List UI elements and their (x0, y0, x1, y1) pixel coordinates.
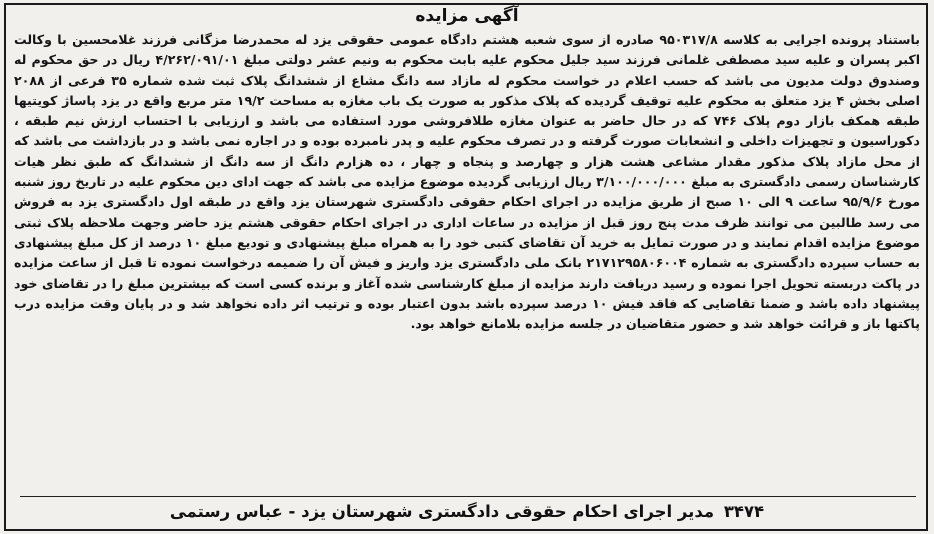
notice-title: آگهی مزایده (415, 6, 519, 26)
footer-divider (20, 496, 916, 497)
notice-footer (14, 502, 920, 521)
notice-body: باستناد پرونده اجرایی به کلاسه ۹۵۰۳۱۷/۸ صادره از سوی شعبه هشتم دادگاه عمومی حقوقی یزد له محمدرضا مزگانی فرزند غلامحسین با وکالت اکبر پسران و علیه سید مصطفی غلمانی فرزند سید جلیل محکوم علیه بابت محکوم به ونیم عشر دولتی مبلغ ۴/۲۶۲/۰۹۱/۰۱ ریال در حق محکوم له وصندوق دولت مدیون می باشد که حسب اعلام در خواست محکوم له مازاد سه دانگ مشاع از ششدانگ پلاک ثبت شده شماره ۳۵ فرعی از ۲۰۸۸ اصلی بخش ۴ یزد متعلق به محکوم علیه توقیف گردیده که پلاک مذکور به صورت یک باب مغازه به مساحت ۱۹/۲ متر مربع واقع در یزد پاساژ کویتیها طبقه همکف بازار دوم پلاک ۷۴۶ که در حال حاضر به عنوان مغازه طلافروشی مورد استفاده می باشد و ارزیابی با احتساب ارزش نیم طبقه ، دکوراسیون و تجهیزات داخلی و انشعابات صورت گرفته و در تصرف محکوم علیه و پدر نامبرده بوده و در اجاره نمی باشد و در بازداشت می باشد که از محل مازاد پلاک مذکور مقدار مشاعی هشت هزار و چهارصد و پنجاه و چهار ، ده هزارم دانگ از سه دانگ از ششدانگ که طبق نظر هیات کارشناسان رسمی دادگستری به مبلغ ۳/۱۰۰/۰۰۰/۰۰۰ ریال ارزیابی گردیده موضوع مزایده می باشد که جهت ادای دین محکوم علیه در تاریخ روز شنبه مورخ ۹۵/۹/۶ ساعت ۹ الی ۱۰ صبح از طریق مزایده در اجرای احکام حقوقی دادگستری شهرستان یزد واقع در طبقه اول دادگستری یزد به فروش می رسد طالبین می توانند ظرف مدت پنج روز قبل از مزایده در ساعات اداری در اجرای احکام حقوقی هشتم یزد حاضر وجهت ملاحظه پلاک ثبتی موضوع مزایده اقدام نمایند و در صورت تمایل به خرید آن تقاضای کتبی خود را به همراه مبلغ پیشنهادی و تودیع مبلغ ۱۰ درصد از کل مبلغ پیشنهادی به حساب سپرده دادگستری به شماره ۲۱۷۱۲۹۵۸۰۶۰۰۴ بانک ملی دادگستری یزد واریز و فیش آن را ضمیمه درخواست نموده تا قبل از ساعت مزایده در پاکت دربسته تحویل اجرا نموده و رسید دریافت دارند مزایده از مبلغ کارشناسی شده آغاز و برنده کسی است که بیشترین مبلغ را در تقاضای خود پیشنهاد داده باشد و ضمنا تقاضایی که فاقد فیش ۱۰ درصد سپرده باشد بدون اعتبار بوده و ترتیب اثر داده نخواهد شد و در پایان وقت مزایده درب پاکتها باز و قرائت خواهد شد و حضور متقاضیان در جلسه مزایده بلامانع خواهد بود. (14, 32, 921, 332)
footer-signature: مدیر اجرای احکام حقوقی دادگستری شهرستان یزد - عباس رستمی (169, 502, 715, 521)
footer-number: ۳۴۷۴ (723, 502, 765, 521)
